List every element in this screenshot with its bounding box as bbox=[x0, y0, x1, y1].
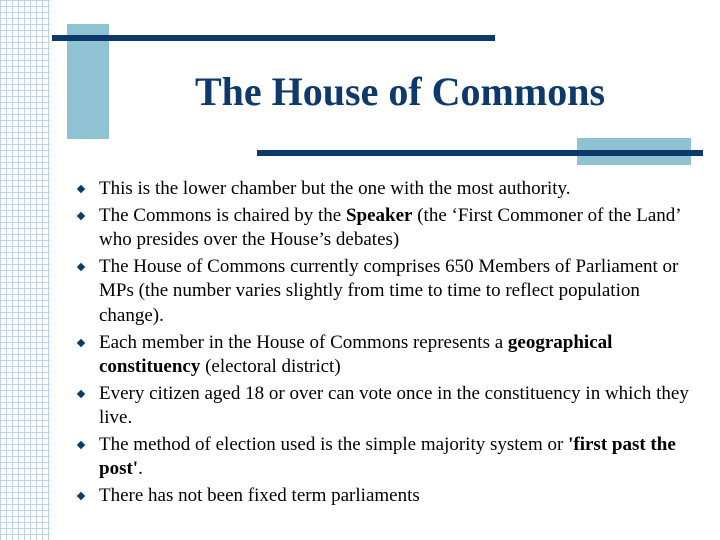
bullet-item bbox=[78, 331, 698, 380]
bullet-text: Every citizen aged 18 or over can vote once in the constituency in which they live. bbox=[99, 382, 689, 429]
diamond-bullet-icon bbox=[77, 390, 85, 398]
bullet-text-pre: The Commons is chaired by the bbox=[99, 204, 346, 226]
bullet-text-pre: The method of election used is the simple majority system or bbox=[99, 433, 569, 455]
bullet-item bbox=[78, 177, 698, 202]
diamond-bullet-icon bbox=[77, 211, 85, 219]
diamond-bullet-icon bbox=[77, 441, 85, 449]
bullet-text-post: (electoral district) bbox=[200, 356, 341, 378]
decorative-navy-bar-top bbox=[52, 35, 495, 41]
bullet-item bbox=[78, 484, 698, 509]
bullet-text: This is the lower chamber but the one with the most authority. bbox=[99, 178, 571, 199]
bullet-text: The House of Commons currently comprises 650 Members of Parliament or MPs (the number varies slightly from time to time to reflect population change). bbox=[99, 255, 679, 326]
decorative-grid-strip bbox=[0, 0, 50, 540]
bullet-item bbox=[78, 433, 698, 482]
diamond-bullet-icon bbox=[77, 492, 85, 500]
diamond-bullet-icon bbox=[77, 185, 85, 193]
bullet-item bbox=[78, 382, 698, 431]
bullet-text-bold: 'first past the post' bbox=[99, 433, 676, 480]
slide-title: The House of Commons bbox=[194, 69, 606, 114]
bullet-item bbox=[78, 204, 698, 253]
bullet-list bbox=[78, 177, 698, 511]
bullet-text-pre: Each member in the House of Commons represents a bbox=[99, 331, 508, 353]
bullet-item bbox=[78, 255, 698, 329]
diamond-bullet-icon bbox=[77, 263, 85, 271]
decorative-teal-block-top bbox=[67, 24, 109, 139]
decorative-navy-bar-right bbox=[257, 150, 703, 156]
bullet-text-bold: Speaker bbox=[345, 204, 413, 226]
bullet-text: There has not been fixed term parliaments bbox=[99, 485, 420, 507]
diamond-bullet-icon bbox=[77, 338, 85, 346]
bullet-text-bold: geographical constituency bbox=[99, 331, 613, 378]
bullet-text-post: . bbox=[138, 458, 143, 480]
bullet-text-post: (the ‘First Commoner of the Land’ who presides over the House’s debates) bbox=[99, 204, 681, 251]
